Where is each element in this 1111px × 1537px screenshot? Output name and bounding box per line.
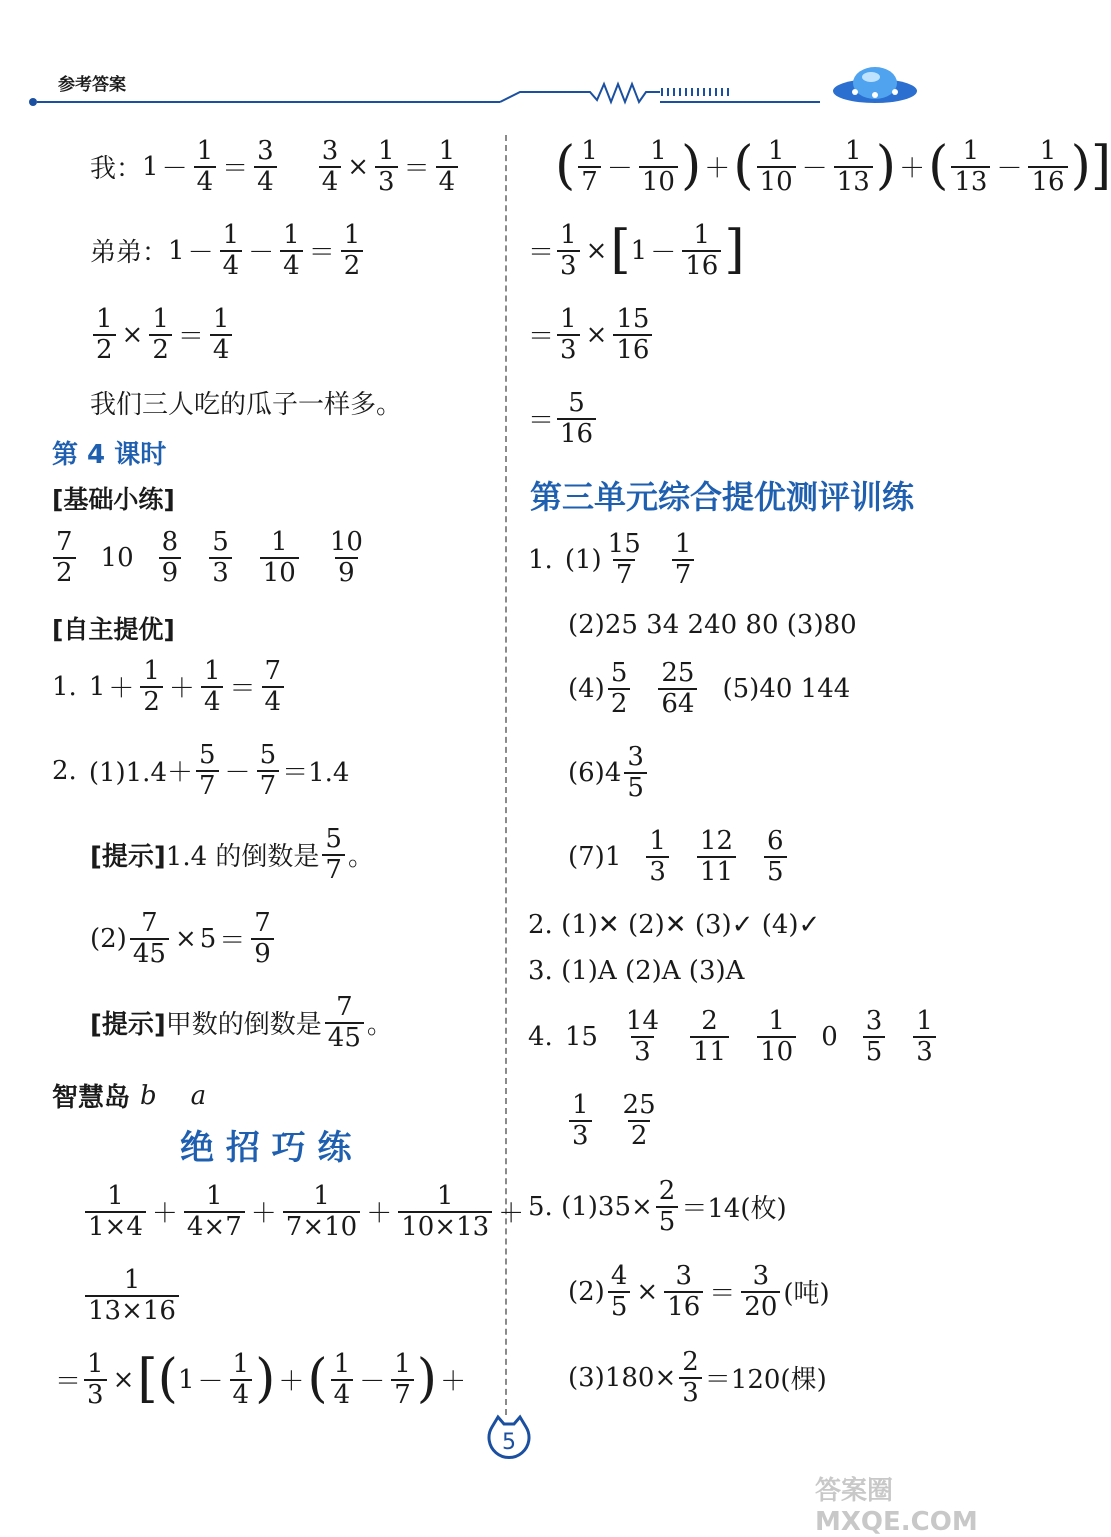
unit-q2: 2. (1)✕ (2)✕ (3)✓ (4)✓ <box>528 910 821 940</box>
self-q1: 1. 1 ＋ $\frac{1}{2}$ ＋ $\frac{1}{4}$ ＝ $\frac{7}{4}$ <box>52 657 287 716</box>
trick-line-4: ( $\frac{1}{7}$ － $\frac{1}{10}$ ) ＋ ( $\frac{1}{10}$ － $\frac{1}{13}$ ) ＋ ( $\frac{1}{13}$ － $\frac{1}{16}$ ) ] <box>555 136 1111 197</box>
basic-heading: [基础小练] <box>52 485 175 514</box>
trick-title: 绝 招 巧 练 <box>180 1128 352 1168</box>
basic-answers: $\frac{7}{2}$ 10 $\frac{8}{9}$ $\frac{5}{3}$ $\frac{1}{10}$ $\frac{10}{9}$ <box>50 528 369 587</box>
conclusion: 我们三人吃的瓜子一样多。 <box>90 390 403 420</box>
hint-2: [提示] 甲数的倒数是 $\frac{7}{45}$ 。 <box>90 992 393 1053</box>
unit-q5-2: (2) $\frac{4}{5}$ × $\frac{3}{16}$ ＝ $\frac{3}{20}$ (吨) <box>568 1261 830 1322</box>
unit-q1-4: (4) $\frac{5}{2}$ $\frac{25}{64}$ (5)40 144 <box>568 658 851 719</box>
line-brother: 弟弟： 1 － $\frac{1}{4}$ － $\frac{1}{4}$ ＝ $\frac{1}{2}$ <box>90 221 366 280</box>
unit-q1-6: (6)4 $\frac{3}{5}$ <box>568 743 650 802</box>
unit-q5-3: (3)180× $\frac{2}{3}$ ＝120(棵) <box>568 1347 827 1408</box>
line-third: $\frac{1}{2}$ × $\frac{1}{2}$ ＝ $\frac{1}{4}$ <box>90 305 235 364</box>
trick-line-1: $\frac{1}{1\times 4}$ ＋ $\frac{1}{4\times 7}$ ＋ $\frac{1}{7\times 10}$ ＋ $\frac{1}{10\times 13}$ ＋ <box>82 1182 527 1241</box>
page-number: 5 <box>502 1430 516 1455</box>
ufo-icon <box>825 55 925 115</box>
trick-line-7: ＝ $\frac{5}{16}$ <box>528 389 599 448</box>
self-q2-2: (2) $\frac{7}{45}$ × 5 ＝ $\frac{7}{9}$ <box>90 909 277 968</box>
self-heading: [自主提优] <box>52 615 175 644</box>
unit-q3: 3. (1)A (2)A (3)A <box>528 956 745 986</box>
line-me: 我： 1 － $\frac{1}{4}$ ＝ $\frac{3}{4}$ $\frac{3}{4}$ × $\frac{1}{3}$ ＝ $\frac{1}{4}$ <box>90 137 461 196</box>
unit-q1-7: (7)1 $\frac{1}{3}$ $\frac{12}{11}$ $\frac{6}{5}$ <box>568 827 790 886</box>
unit-title: 第三单元综合提优测评训练 <box>530 478 915 516</box>
trick-line-5: ＝ $\frac{1}{3}$ × [ 1 － $\frac{1}{16}$ ] <box>528 220 745 281</box>
hint-1: [提示] 1.4 的倒数是 $\frac{5}{7}$ 。 <box>90 824 374 885</box>
header-title: 参考答案 <box>58 75 126 95</box>
unit-q1-1: 1. (1) $\frac{15}{7}$ $\frac{1}{7}$ <box>528 530 697 589</box>
unit-q4-a: 4. 15 $\frac{14}{3}$ $\frac{2}{11}$ $\frac{1}{10}$ 0 $\frac{3}{5}$ $\frac{1}{3}$ <box>528 1007 939 1066</box>
self-q2-1: 2. (1)1.4＋ $\frac{5}{7}$ － $\frac{5}{7}$ ＝1.4 <box>52 740 350 801</box>
unit-q4-b: $\frac{1}{3}$ $\frac{25}{2}$ <box>566 1091 662 1150</box>
trick-line-3: ＝ $\frac{1}{3}$ × [ ( 1 － $\frac{1}{4}$ ) ＋ ( $\frac{1}{4}$ － $\frac{1}{7}$ ) ＋ <box>55 1349 467 1410</box>
wisdom-island: 智慧岛 b a <box>52 1080 207 1113</box>
unit-q5-1: 5. (1)35× $\frac{2}{5}$ ＝14(枚) <box>528 1176 787 1237</box>
lesson-heading: 第 4 课时 <box>52 440 167 470</box>
trick-line-6: ＝ $\frac{1}{3}$ × $\frac{15}{16}$ <box>528 305 655 364</box>
trick-line-2: $\frac{1}{13\times 16}$ <box>82 1266 182 1325</box>
watermark: 答案圈 MXQE.COM <box>815 1476 978 1537</box>
unit-q1-2: (2)25 34 240 80 (3)80 <box>568 610 857 640</box>
